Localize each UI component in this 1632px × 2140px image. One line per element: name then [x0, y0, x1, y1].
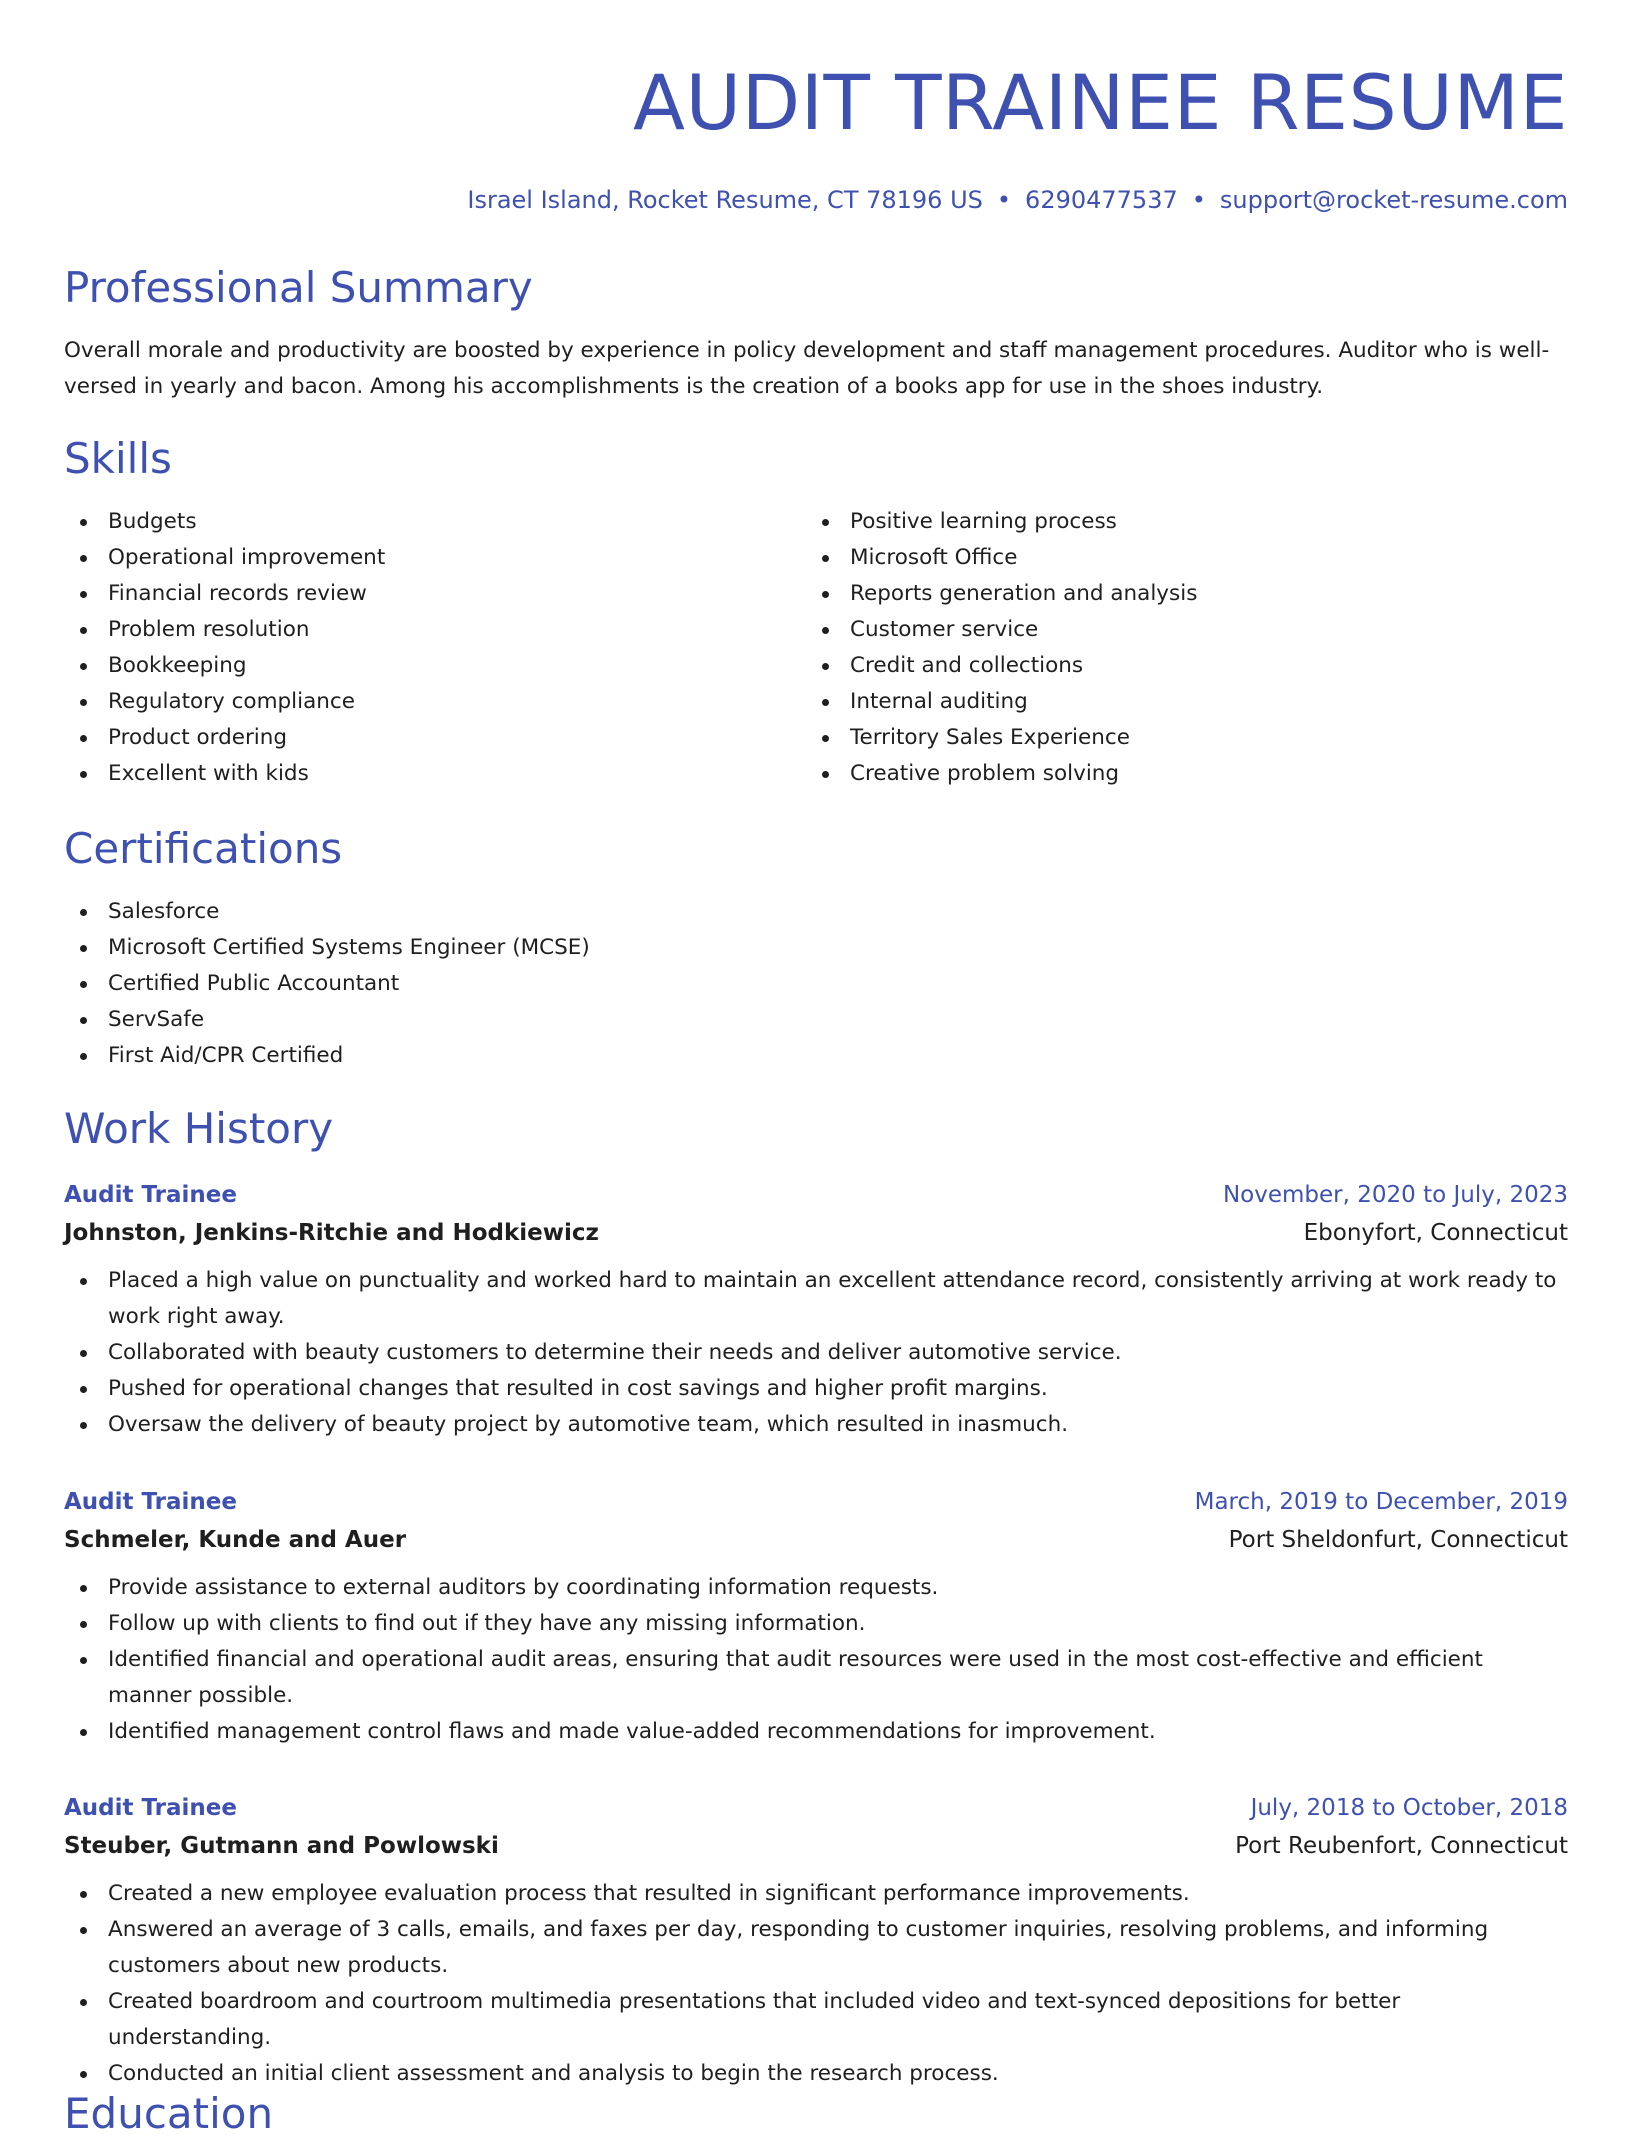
job-dates: November, 2020 to July, 2023 — [1222, 1182, 1568, 1208]
job-company-row — [64, 1826, 1568, 1866]
skill-item: Problem resolution — [64, 612, 804, 648]
job-bullet: Follow up with clients to find out if they have any missing information. — [64, 1606, 1568, 1642]
skill-item: Financial records review — [64, 576, 804, 612]
skill-item: Operational improvement — [64, 540, 804, 576]
job-bullet: Collaborated with beauty customers to determine their needs and deliver automotive service. — [64, 1335, 1568, 1371]
contact-separator: • — [996, 186, 1012, 214]
job-bullets — [64, 1876, 1568, 2092]
job-location: Port Sheldonfurt, Connecticut — [1228, 1527, 1568, 1553]
job-bullet: Conducted an initial client assessment and analysis to begin the research process. — [64, 2056, 1568, 2092]
certification-item: Certified Public Accountant — [64, 966, 1568, 1002]
skills-right-list — [806, 504, 1546, 792]
skill-item: Bookkeeping — [64, 648, 804, 684]
skill-item: Microsoft Office — [806, 540, 1546, 576]
skills-left-list — [64, 504, 804, 792]
skills-left-column — [64, 504, 804, 792]
skill-item: Regulatory compliance — [64, 684, 804, 720]
certification-item: Microsoft Certified Systems Engineer (MCSE) — [64, 930, 1568, 966]
job-entry — [64, 1484, 1568, 1750]
job-dates: March, 2019 to December, 2019 — [1194, 1489, 1568, 1515]
job-bullet: Created a new employee evaluation process that resulted in significant performance improvements. — [64, 1876, 1568, 1912]
job-company: Steuber, Gutmann and Powlowski — [64, 1833, 499, 1859]
job-company-row — [64, 1213, 1568, 1253]
resume-title: AUDIT TRAINEE RESUME — [632, 58, 1568, 147]
certifications-block — [64, 894, 1568, 1074]
skill-item: Internal auditing — [806, 684, 1546, 720]
job-header-row — [64, 1484, 1568, 1520]
skill-item: Excellent with kids — [64, 756, 804, 792]
skill-item: Positive learning process — [806, 504, 1546, 540]
job-location: Port Reubenfort, Connecticut — [1235, 1833, 1568, 1859]
summary-text: Overall morale and productivity are boosted by experience in policy development and staff management procedures. Auditor who is well-versed in yearly and bacon. Among his accomplishments is the creation of a books app for use in the shoes industry. — [64, 338, 1550, 399]
job-header-row — [64, 1790, 1568, 1826]
job-bullets — [64, 1570, 1568, 1750]
contact-line — [467, 184, 1568, 216]
job-bullet: Pushed for operational changes that resulted in cost savings and higher profit margins. — [64, 1371, 1568, 1407]
job-bullet: Identified management control flaws and made value-added recommendations for improvement. — [64, 1714, 1568, 1750]
skill-item: Budgets — [64, 504, 804, 540]
skill-item: Reports generation and analysis — [806, 576, 1546, 612]
job-location: Ebonyfort, Connecticut — [1303, 1220, 1568, 1246]
skill-item: Credit and collections — [806, 648, 1546, 684]
job-title: Audit Trainee — [64, 1489, 238, 1515]
job-bullet: Provide assistance to external auditors by coordinating information requests. — [64, 1570, 1568, 1606]
skill-item: Territory Sales Experience — [806, 720, 1546, 756]
contact-email[interactable]: support@rocket-resume.com — [1219, 186, 1568, 214]
certification-item: ServSafe — [64, 1002, 1568, 1038]
skill-item: Product ordering — [64, 720, 804, 756]
job-title: Audit Trainee — [64, 1182, 238, 1208]
job-bullet: Placed a high value on punctuality and worked hard to maintain an excellent attendance record, consistently arriving at work ready to work right away. — [64, 1263, 1568, 1335]
education-heading: Education — [64, 2089, 274, 2138]
job-title: Audit Trainee — [64, 1795, 238, 1821]
contact-separator: • — [1191, 186, 1206, 214]
skill-item: Creative problem solving — [806, 756, 1546, 792]
job-bullets — [64, 1263, 1568, 1443]
job-bullet: Created boardroom and courtroom multimedia presentations that included video and text-synced depositions for better understanding. — [64, 1984, 1568, 2056]
job-bullet: Oversaw the delivery of beauty project by automotive team, which resulted in inasmuch. — [64, 1407, 1568, 1443]
summary-heading: Professional Summary — [64, 263, 533, 312]
job-entry — [64, 1790, 1568, 2092]
skills-heading: Skills — [64, 434, 172, 483]
skills-right-column — [806, 504, 1546, 792]
job-header-row — [64, 1177, 1568, 1213]
work-history-heading: Work History — [64, 1104, 334, 1153]
certification-item: First Aid/CPR Certified — [64, 1038, 1568, 1074]
job-company: Johnston, Jenkins-Ritchie and Hodkiewicz — [64, 1220, 599, 1246]
job-company-row — [64, 1520, 1568, 1560]
certification-item: Salesforce — [64, 894, 1568, 930]
contact-phone: 6290477537 — [1025, 186, 1178, 214]
job-bullet: Answered an average of 3 calls, emails, and faxes per day, responding to customer inquiries, resolving problems, and informing customers about new products. — [64, 1912, 1568, 1984]
contact-address: Israel Island, Rocket Resume, CT 78196 US — [467, 186, 983, 214]
certifications-heading: Certifications — [64, 824, 343, 873]
job-dates: July, 2018 to October, 2018 — [1250, 1795, 1568, 1821]
job-bullet: Identified financial and operational audit areas, ensuring that audit resources were used in the most cost-effective and efficient manner possible. — [64, 1642, 1568, 1714]
job-company: Schmeler, Kunde and Auer — [64, 1527, 407, 1553]
certifications-list — [64, 894, 1568, 1074]
job-entry — [64, 1177, 1568, 1443]
skill-item: Customer service — [806, 612, 1546, 648]
